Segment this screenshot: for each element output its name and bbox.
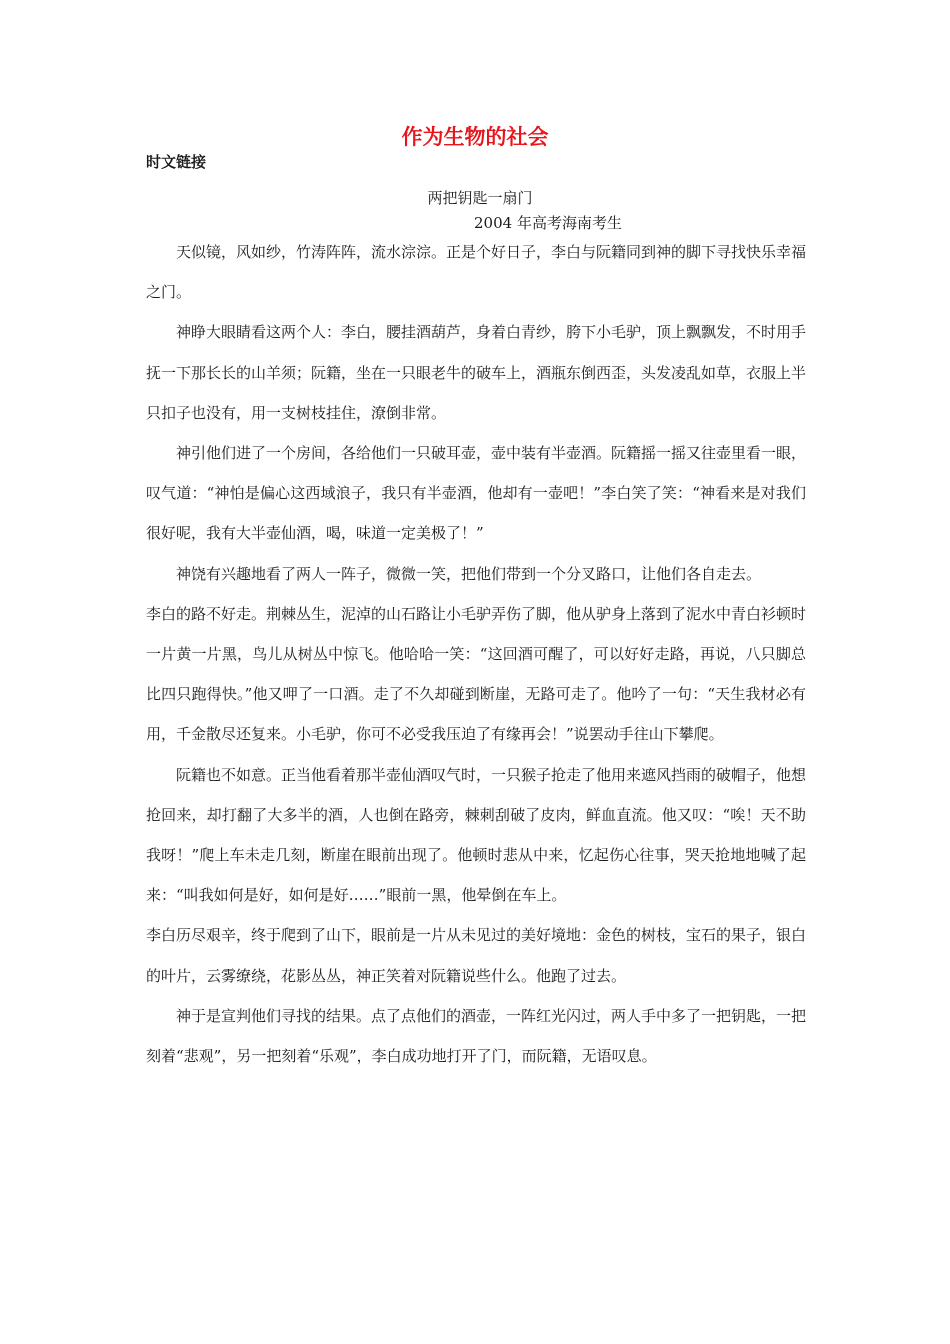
paragraph: 神饶有兴趣地看了两人一阵子，微微一笑，把他们带到一个分叉路口，让他们各自走去。 [176, 564, 762, 583]
paragraph: 天似镜，风如纱，竹涛阵阵，流水淙淙。正是个好日子，李白与阮籍同到神的脚下寻找快乐幸福之门。 [146, 243, 807, 302]
paragraph: 李白历尽艰辛，终于爬到了山下，眼前是一片从未见过的美好境地：金色的树枝，宝石的果子，银白的叶片，云雾缭绕，花影丛丛，神正笑着对阮籍说些什么。他跑了过去。 [146, 926, 807, 985]
essay-byline: 2004 年高考海南考生 [474, 214, 622, 232]
section-label: 时文链接 [146, 153, 207, 171]
paragraph: 神引他们进了一个房间，各给他们一只破耳壶，壶中装有半壶酒。阮籍摇一摇又往壶里看一眼，叹气道：“神怕是偏心这西域浪子，我只有半壶酒，他却有一壶吧！”李白笑了笑：“神看来是对我们很好呢，我有大半壶仙酒，喝，味道一定美极了！” [146, 444, 807, 543]
paragraph: 李白的路不好走。荆棘丛生，泥淖的山石路让小毛驴弄伤了脚，他从驴身上落到了泥水中青白衫顿时一片黄一片黑，鸟儿从树丛中惊飞。他哈哈一笑：“这回酒可醒了，可以好好走路，再说，八只脚总比四只跑得快。”他又呷了一口酒。走了不久却碰到断崖，无路可走了。他吟了一句：“天生我材必有用，千金散尽还复来。小毛驴，你可不必受我压迫了有缘再会！”说罢动手往山下攀爬。 [146, 604, 807, 744]
paragraph: 阮籍也不如意。正当他看着那半壶仙酒叹气时，一只猴子抢走了他用来遮风挡雨的破帽子，他想抢回来，却打翻了大多半的酒，人也倒在路旁，棘刺刮破了皮肉，鲜血直流。他又叹：“唉！天不助我呀！”爬上车未走几刻，断崖在眼前出现了。他顿时悲从中来，忆起伤心往事，哭天抢地地喊了起来：“叫我如何是好，如何是好……”眼前一黑，他晕倒在车上。 [146, 765, 807, 905]
essay-title: 两把钥匙一扇门 [427, 189, 533, 207]
essay-body [146, 232, 806, 1076]
paragraph: 神于是宣判他们寻找的结果。点了点他们的酒壶，一阵红光闪过，两人手中多了一把钥匙，一把刻着“悲观”，另一把刻着“乐观”，李白成功地打开了门，而阮籍，无语叹息。 [146, 1006, 807, 1066]
document-title: 作为生物的社会 [401, 125, 549, 149]
paragraph: 神睁大眼睛看这两个人：李白，腰挂酒葫芦，身着白青纱，胯下小毛驴，顶上飘飘发，不时用手抚一下那长长的山羊须；阮籍，坐在一只眼老牛的破车上，酒瓶东倒西歪，头发凌乱如草，衣服上半只扣子也没有，用一支树枝挂住，潦倒非常。 [146, 323, 807, 422]
